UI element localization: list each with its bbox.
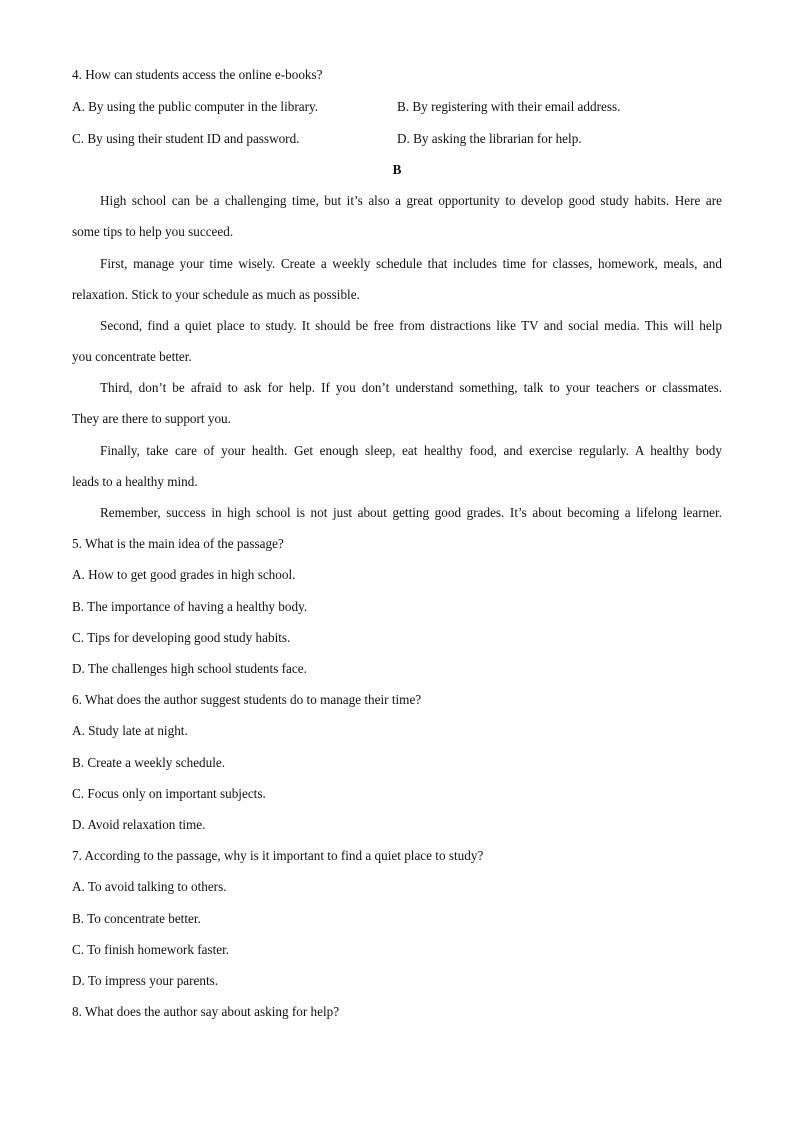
q4-option-d: D. By asking the librarian for help. (397, 131, 582, 146)
passage-paragraph-5-line-2: leads to a healthy mind. (72, 474, 198, 489)
q7-option-d: D. To impress your parents. (72, 973, 219, 988)
passage-paragraph-1-line-2: some tips to help you succeed. (72, 224, 234, 239)
q5-option-b: B. The importance of having a healthy body. (72, 599, 308, 614)
q6-option-d: D. Avoid relaxation time. (72, 817, 206, 832)
q5-option-c: C. Tips for developing good study habits. (72, 630, 291, 645)
passage-paragraph-5-line-1: Finally, take care of your health. Get enough sleep, eat healthy food, and exercise regularly. A healthy body (100, 443, 722, 458)
question-8: 8. What does the author say about asking for help? (72, 1004, 340, 1019)
question-6: 6. What does the author suggest students do to manage their time? (72, 692, 422, 707)
q7-option-b: B. To concentrate better. (72, 911, 201, 926)
q6-option-c: C. Focus only on important subjects. (72, 786, 266, 801)
passage-paragraph-4-line-2: They are there to support you. (72, 411, 231, 426)
q5-option-d: D. The challenges high school students face. (72, 661, 307, 676)
q5-option-a: A. How to get good grades in high school. (72, 567, 296, 582)
question-4: 4. How can students access the online e-books? (72, 67, 323, 82)
q4-option-a: A. By using the public computer in the library. (72, 99, 318, 114)
q6-option-b: B. Create a weekly schedule. (72, 755, 226, 770)
passage-paragraph-2-line-2: relaxation. Stick to your schedule as much as possible. (72, 287, 360, 302)
q4-option-c: C. By using their student ID and password. (72, 131, 300, 146)
q6-option-a: A. Study late at night. (72, 723, 188, 738)
passage-paragraph-3-line-2: you concentrate better. (72, 349, 192, 364)
passage-paragraph-1-line-1: High school can be a challenging time, but it’s also a great opportunity to develop good study habits. Here are (100, 193, 722, 208)
section-title: B (392, 162, 402, 177)
q7-option-c: C. To finish homework faster. (72, 942, 230, 957)
passage-paragraph-4-line-1: Third, don’t be afraid to ask for help. If you don’t understand something, talk to your teachers or classmates. (100, 380, 722, 395)
passage-paragraph-3-line-1: Second, find a quiet place to study. It should be free from distractions like TV and social media. This will help (100, 318, 722, 333)
q7-option-a: A. To avoid talking to others. (72, 879, 227, 894)
passage-paragraph-6-line-1: Remember, success in high school is not just about getting good grades. It’s about becoming a lifelong learner. (100, 505, 722, 520)
q4-option-b: B. By registering with their email address. (397, 99, 621, 114)
question-5: 5. What is the main idea of the passage? (72, 536, 284, 551)
passage-paragraph-2-line-1: First, manage your time wisely. Create a weekly schedule that includes time for classes, homework, meals, and (100, 256, 722, 271)
question-7: 7. According to the passage, why is it important to find a quiet place to study? (72, 848, 484, 863)
